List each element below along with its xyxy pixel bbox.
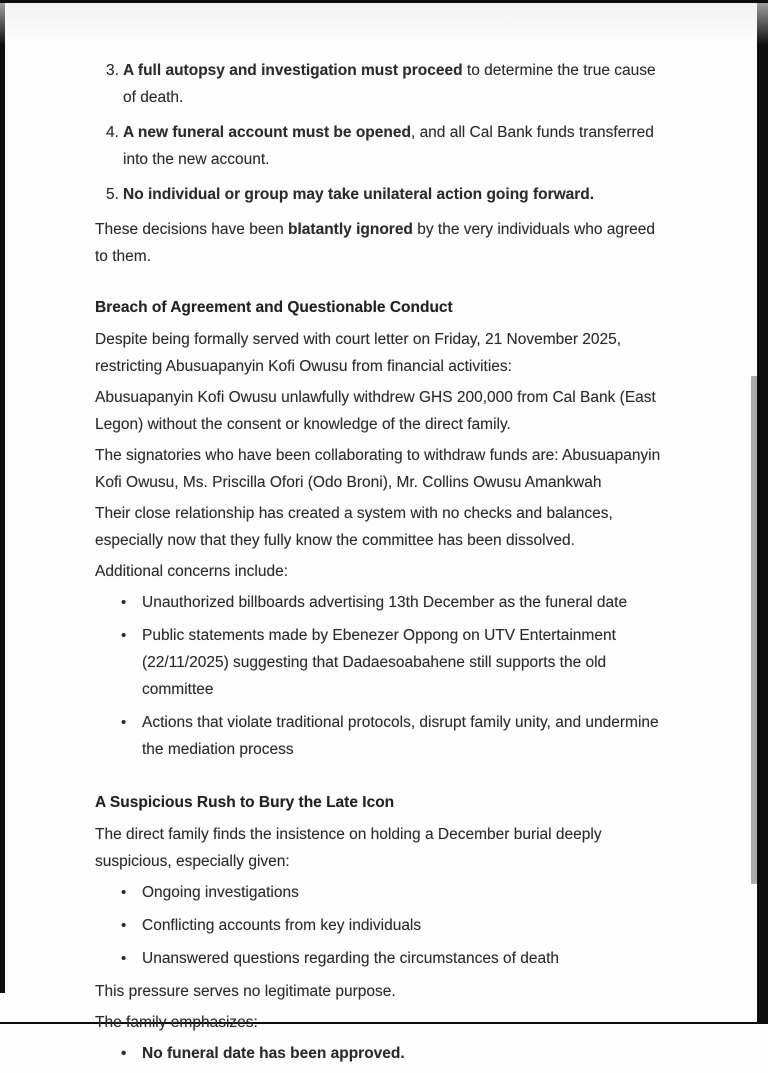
bullet-item: • Unanswered questions regarding the circumstances of death	[95, 945, 667, 972]
rush-section-heading: A Suspicious Rush to Bury the Late Icon	[95, 794, 395, 811]
bullet-item: • Unauthorized billboards advertising 13th December as the funeral date	[95, 589, 667, 616]
document-page	[95, 57, 667, 1073]
scrollbar-thumb[interactable]	[751, 376, 757, 884]
paragraph: Despite being formally served with court letter on Friday, 21 November 2025, restricting Abusuapanyin Kofi Owusu from financial activities:	[95, 331, 622, 375]
list-item	[95, 57, 667, 111]
list-item-bold-text: No individual or group may take unilateral action going forward.	[123, 186, 595, 203]
paragraph: Their close relationship has created a system with no checks and balances, especially now that they fully know the committee has been dissolved.	[95, 505, 613, 549]
list-item-bold-text: A new funeral account must be opened	[123, 124, 411, 141]
photo-edge-right	[757, 0, 768, 1024]
bullet-item: • Ongoing investigations	[95, 879, 667, 906]
suspicion-reasons-list	[95, 879, 667, 972]
list-item-text: , and all Cal Bank funds transferred into the new account.	[123, 124, 654, 168]
decisions-ignored-paragraph	[95, 216, 667, 270]
paragraph: The signatories who have been collaborating to withdraw funds are: Abusuapanyin Kofi Owusu, Ms. Priscilla Ofori (Odo Broni), Mr. Collins Owusu Amankwah	[95, 447, 661, 491]
bullet-item: • Conflicting accounts from key individuals	[95, 912, 667, 939]
paragraph-text: by the very individuals who agreed to them.	[95, 221, 656, 265]
list-item-bold-text: A full autopsy and investigation must proceed	[123, 62, 463, 79]
paragraph: The direct family finds the insistence on holding a December burial deeply suspicious, especially given:	[95, 826, 602, 870]
photo-edge-left	[0, 0, 5, 993]
list-number: 5.	[106, 186, 119, 203]
bullet-item: • Public statements made by Ebenezer Oppong on UTV Entertainment (22/11/2025) suggesting that Dadaesoabahene still supports the old committee	[95, 622, 667, 703]
paragraph-bold-text: blatantly ignored	[288, 221, 413, 238]
bullet-item: • Actions that violate traditional protocols, disrupt family unity, and undermine the mediation process	[95, 709, 667, 763]
photo-edge-top	[0, 0, 768, 3]
paragraph-text: These decisions have been	[95, 221, 289, 238]
breach-section-heading: Breach of Agreement and Questionable Conduct	[95, 299, 453, 316]
paragraph: Abusuapanyin Kofi Owusu unlawfully withdrew GHS 200,000 from Cal Bank (East Legon) without the consent or knowledge of the direct family.	[95, 389, 656, 433]
list-item	[95, 181, 667, 208]
paragraph: This pressure serves no legitimate purpose.	[95, 983, 396, 1000]
family-decisions-list	[95, 57, 667, 208]
list-item	[95, 119, 667, 173]
list-item-text: to determine the true cause of death.	[123, 62, 656, 106]
additional-concerns-list	[95, 589, 667, 763]
list-number: 3.	[106, 62, 119, 79]
paragraph: Additional concerns include:	[95, 563, 289, 580]
list-number: 4.	[106, 124, 119, 141]
paragraph: The family emphasizes:	[95, 1014, 258, 1031]
photo-shade	[0, 3, 768, 45]
family-emphasis-list	[95, 1040, 667, 1067]
bullet-item-bold: • No funeral date has been approved.	[95, 1040, 667, 1067]
